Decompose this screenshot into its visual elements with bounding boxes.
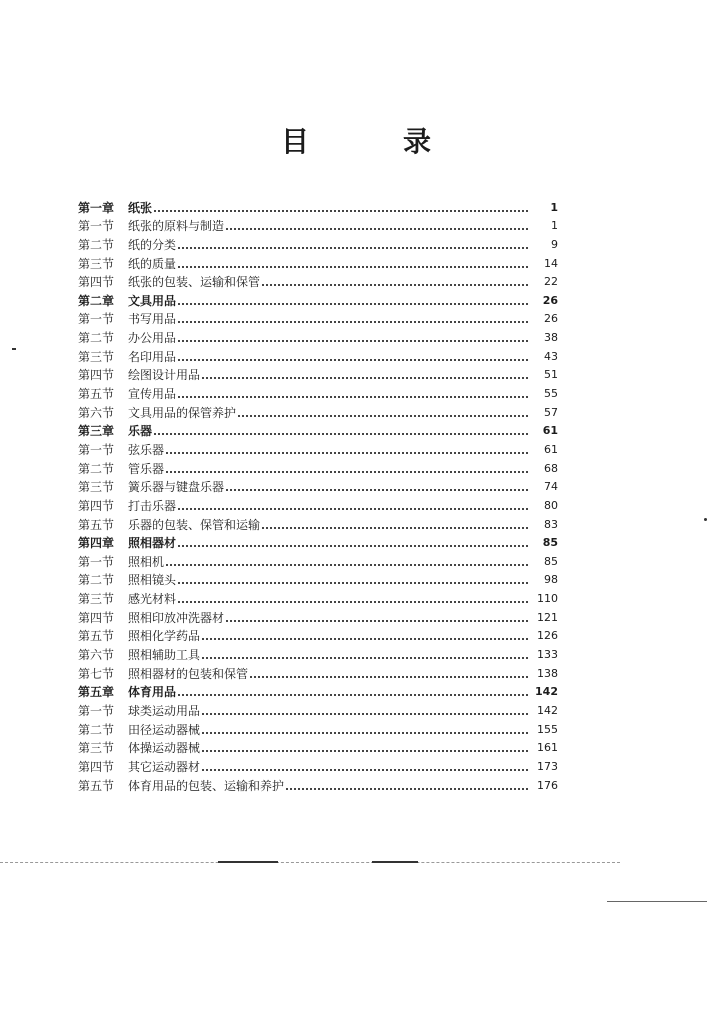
toc-section-number: 第四节 [78,368,115,383]
toc-entry-title: 弦乐器 [128,442,165,457]
toc-section-number: 第三节 [78,592,115,607]
toc-page-number: 61 [542,424,558,438]
toc-page-number: 1 [550,200,558,214]
toc-page-number: 142 [535,685,558,699]
toc-section-number: 第四节 [78,498,115,513]
toc-entry-title: 照相器材 [128,536,177,551]
toc-section-row [78,569,558,588]
toc-section-row [78,382,558,401]
toc-section-number: 第二节 [78,461,115,476]
toc-leader-dots [202,732,528,734]
toc-entry-title: 照相化学药品 [128,629,201,644]
toc-leader-dots [166,471,528,473]
toc-page-number: 176 [537,778,558,792]
toc-section-number: 第一节 [78,312,115,327]
toc-page-number: 133 [537,648,558,662]
toc-section-number: 第四章 [78,536,115,551]
toc-leader-dots [166,452,528,454]
toc-page-number: 126 [537,629,558,643]
scan-line [607,901,707,902]
toc-leader-dots [226,228,528,230]
toc-chapter-row [78,420,558,439]
toc-section-number: 第四节 [78,759,115,774]
title-char-right: 录 [403,125,434,158]
toc-section-number: 第六节 [78,405,115,420]
toc-section-row [78,662,558,681]
toc-entry-title: 簧乐器与键盘乐器 [128,480,225,495]
toc-page-number: 22 [544,275,558,289]
toc-section-number: 第五节 [78,778,115,793]
toc-section-row [78,401,558,420]
toc-page-number: 55 [544,387,558,401]
toc-section-number: 第四节 [78,610,115,625]
toc-entry-title: 其它运动器材 [128,759,201,774]
toc-leader-dots [202,769,528,771]
toc-page-number: 57 [544,405,558,419]
toc-section-row [78,737,558,756]
toc-leader-dots [202,657,528,659]
toc-section-number: 第四节 [78,275,115,290]
toc-leader-dots [250,676,528,678]
toc-leader-dots [178,266,528,268]
toc-leader-dots [178,359,528,361]
toc-entry-title: 纸的质量 [128,256,177,271]
toc-page-number: 161 [537,741,558,755]
toc-page-number: 85 [544,554,558,568]
toc-leader-dots [178,340,528,342]
toc-leader-dots [238,415,528,417]
toc-section-number: 第三节 [78,480,115,495]
toc-leader-dots [286,788,528,790]
toc-page-number: 43 [544,349,558,363]
toc-leader-dots [178,396,528,398]
toc-page-number: 74 [544,480,558,494]
toc-chapter-row [78,196,558,215]
toc-section-row [78,252,558,271]
toc-entry-title: 感光材料 [128,592,177,607]
toc-leader-dots [178,508,528,510]
toc-section-number: 第五章 [78,685,115,700]
toc-section-number: 第七节 [78,666,115,681]
toc-section-row [78,625,558,644]
toc-leader-dots [178,601,528,603]
table-of-contents [78,196,558,793]
toc-section-number: 第一节 [78,703,115,718]
toc-leader-dots [202,750,528,752]
toc-chapter-row [78,289,558,308]
toc-leader-dots [154,210,528,212]
toc-section-row [78,457,558,476]
rule-segment [218,861,278,863]
toc-entry-title: 纸的分类 [128,237,177,252]
toc-leader-dots [262,284,528,286]
toc-section-row [78,718,558,737]
toc-entry-title: 体操运动器械 [128,741,201,756]
toc-section-number: 第二节 [78,722,115,737]
toc-section-number: 第五节 [78,387,115,402]
toc-section-number: 第三节 [78,741,115,756]
toc-entry-title: 绘图设计用品 [128,368,201,383]
toc-entry-title: 纸张的包装、运输和保管 [128,275,261,290]
toc-section-number: 第二节 [78,331,115,346]
toc-page-number: 61 [544,442,558,456]
toc-section-number: 第三节 [78,256,115,271]
toc-chapter-row [78,681,558,700]
toc-entry-title: 管乐器 [128,461,165,476]
toc-page-number: 85 [542,536,558,550]
toc-entry-title: 打击乐器 [128,498,177,513]
title-char-left: 目 [280,125,311,158]
toc-entry-title: 乐器的包装、保管和运输 [128,517,261,532]
toc-entry-title: 办公用品 [128,331,177,346]
toc-leader-dots [178,303,528,305]
scan-speck [12,348,16,350]
bottom-rule [0,862,620,863]
toc-page-number: 26 [542,293,558,307]
page-title [0,120,714,160]
toc-section-row [78,308,558,327]
toc-chapter-row [78,532,558,551]
toc-entry-title: 照相器材的包装和保管 [128,666,249,681]
toc-section-row [78,345,558,364]
toc-entry-title: 纸张 [128,200,153,215]
toc-section-number: 第三章 [78,424,115,439]
toc-leader-dots [178,247,528,249]
toc-leader-dots [178,694,528,696]
toc-entry-title: 乐器 [128,424,153,439]
toc-page-number: 80 [544,498,558,512]
toc-leader-dots [178,582,528,584]
toc-page-number: 142 [537,703,558,717]
scan-speck [704,518,707,521]
toc-section-number: 第五节 [78,517,115,532]
toc-leader-dots [202,713,528,715]
toc-section-row [78,587,558,606]
toc-page-number: 110 [537,592,558,606]
toc-entry-title: 照相印放冲洗器材 [128,610,225,625]
toc-entry-title: 体育用品的包装、运输和养护 [128,778,285,793]
toc-section-row [78,643,558,662]
toc-section-number: 第二节 [78,573,115,588]
toc-leader-dots [166,564,528,566]
toc-entry-title: 体育用品 [128,685,177,700]
toc-entry-title: 照相机 [128,554,165,569]
toc-leader-dots [178,321,528,323]
toc-entry-title: 名印用品 [128,349,177,364]
toc-section-row [78,438,558,457]
toc-section-row [78,494,558,513]
toc-entry-title: 照相辅助工具 [128,648,201,663]
toc-page-number: 121 [537,610,558,624]
rule-segment [372,861,418,863]
toc-section-row [78,513,558,532]
toc-section-row [78,215,558,234]
toc-leader-dots [202,377,528,379]
toc-entry-title: 书写用品 [128,312,177,327]
toc-section-number: 第一节 [78,442,115,457]
toc-leader-dots [202,638,528,640]
toc-section-number: 第二章 [78,293,115,308]
toc-page-number: 14 [544,256,558,270]
toc-section-number: 第五节 [78,629,115,644]
toc-entry-title: 球类运动用品 [128,703,201,718]
toc-entry-title: 照相镜头 [128,573,177,588]
toc-page-number: 68 [544,461,558,475]
toc-page-number: 155 [537,722,558,736]
toc-page-number: 173 [537,759,558,773]
toc-section-number: 第三节 [78,349,115,364]
toc-page-number: 1 [551,219,558,233]
toc-section-row [78,233,558,252]
toc-page-number: 98 [544,573,558,587]
toc-section-row [78,699,558,718]
toc-leader-dots [154,433,528,435]
toc-entry-title: 宣传用品 [128,387,177,402]
toc-section-row [78,755,558,774]
toc-leader-dots [178,545,528,547]
toc-section-number: 第一节 [78,219,115,234]
toc-section-number: 第六节 [78,648,115,663]
toc-entry-title: 文具用品的保管养护 [128,405,237,420]
toc-page-number: 38 [544,331,558,345]
toc-leader-dots [226,489,528,491]
toc-section-row [78,364,558,383]
toc-section-row [78,271,558,290]
toc-section-number: 第二节 [78,237,115,252]
toc-section-row [78,476,558,495]
toc-leader-dots [226,620,528,622]
toc-section-number: 第一节 [78,554,115,569]
toc-section-row [78,606,558,625]
toc-page-number: 26 [544,312,558,326]
toc-page-number: 83 [544,517,558,531]
toc-entry-title: 文具用品 [128,293,177,308]
toc-section-row [78,550,558,569]
toc-section-row [78,326,558,345]
toc-leader-dots [262,527,528,529]
toc-page-number: 51 [544,368,558,382]
toc-page-number: 9 [551,237,558,251]
toc-page-number: 138 [537,666,558,680]
toc-section-number: 第一章 [78,200,115,215]
toc-entry-title: 田径运动器械 [128,722,201,737]
toc-section-row [78,774,558,793]
toc-entry-title: 纸张的原料与制造 [128,219,225,234]
